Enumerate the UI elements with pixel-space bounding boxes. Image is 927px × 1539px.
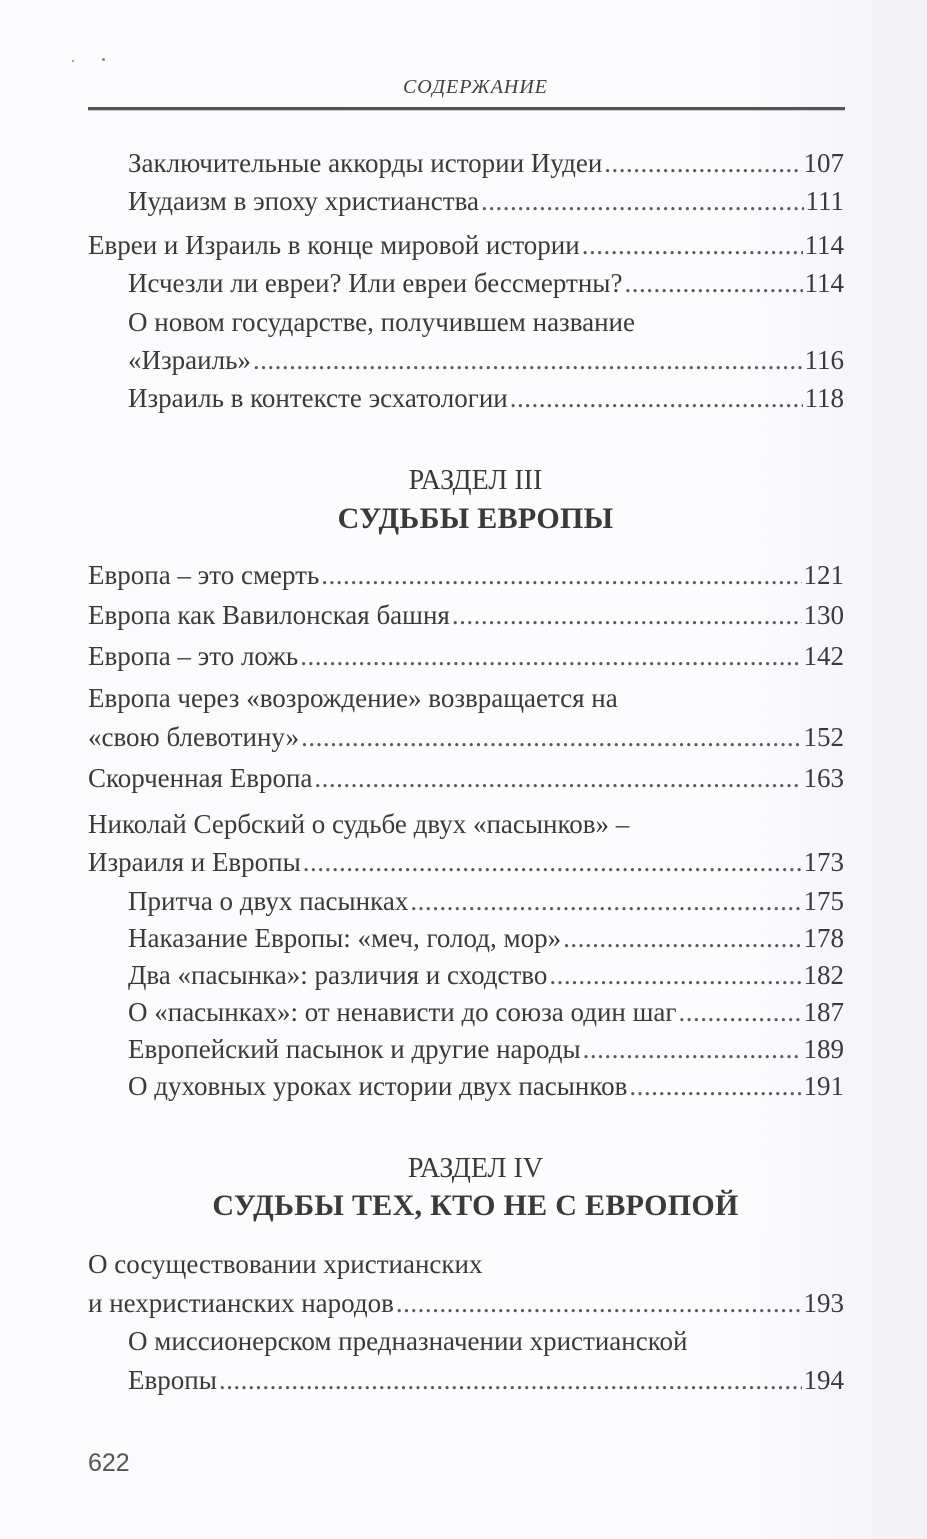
- toc-entry[interactable]: [88, 556, 844, 594]
- toc-entry[interactable]: [88, 843, 844, 881]
- leader-dots: [481, 182, 804, 220]
- toc-entry-page: 193: [803, 1288, 844, 1318]
- leader-dots: [629, 1067, 801, 1105]
- toc-entry[interactable]: [128, 882, 844, 920]
- toc-entry-title: «Израиль»: [128, 345, 251, 375]
- toc-entry[interactable]: [128, 919, 844, 957]
- leader-dots: [303, 843, 802, 881]
- leader-dots: [582, 226, 803, 264]
- speck: [72, 60, 74, 62]
- leader-dots: [452, 596, 802, 634]
- toc-entry[interactable]: [128, 1030, 844, 1068]
- toc-entry-page: 175: [803, 886, 844, 916]
- leader-dots: [678, 993, 801, 1031]
- leader-dots: [321, 556, 801, 594]
- toc-entry-title: Заключительные аккорды истории Иудеи: [128, 148, 603, 178]
- toc-entry-title: Два «пасынка»: различия и сходство: [128, 960, 548, 990]
- toc-entry-page: 121: [803, 560, 844, 590]
- toc-entry[interactable]: [128, 1361, 844, 1399]
- toc-entry-title: Притча о двух пасынках: [128, 886, 409, 916]
- toc-entry-title: Европы: [128, 1365, 217, 1395]
- toc-entry-title: Иудаизм в эпоху христианства: [128, 186, 479, 216]
- toc-entry-title: Европа как Вавилонская башня: [88, 600, 450, 630]
- leader-dots: [510, 379, 803, 417]
- toc-entry-title: Скорченная Европа: [88, 763, 313, 793]
- toc-entry-title: Европейский пасынок и другие народы: [128, 1034, 581, 1064]
- toc-entry[interactable]: [88, 637, 844, 675]
- toc-entry[interactable]: [128, 1067, 844, 1105]
- toc-entry-title: «свою блевотину»: [88, 722, 300, 752]
- toc-entry-title: Европа – это смерть: [88, 560, 320, 590]
- toc-entry-page: 107: [803, 148, 844, 178]
- leader-dots: [396, 1284, 802, 1322]
- toc-entry-title-line1: Николай Сербский о судьбе двух «пасынков» –: [88, 809, 630, 839]
- toc-entry-page: 189: [803, 1034, 844, 1064]
- page-number: 622: [88, 1449, 130, 1477]
- toc-entry[interactable]: [128, 182, 844, 220]
- toc-entry-page: 114: [804, 230, 844, 260]
- toc-entry[interactable]: [128, 264, 844, 302]
- toc-entry-page: 178: [803, 923, 844, 953]
- toc-entry-page: 118: [804, 383, 844, 413]
- toc-entry-title-line1: Европа через «возрождение» возвращается на: [88, 683, 618, 713]
- leader-dots: [219, 1361, 802, 1399]
- toc-entry-page: 114: [804, 268, 844, 298]
- toc-entry[interactable]: [128, 956, 844, 994]
- toc-entry-title-line1: О миссионерском предназначении христианской: [128, 1326, 688, 1356]
- toc-entry[interactable]: [128, 379, 844, 417]
- running-header: СОДЕРЖАНИЕ: [402, 76, 549, 98]
- leader-dots: [314, 759, 801, 797]
- toc-entry-title: Израиль в контексте эсхатологии: [128, 383, 508, 413]
- toc-entry-page: 142: [803, 641, 844, 671]
- toc-entry-title: О «пасынках»: от ненависти до союза один шаг: [128, 997, 677, 1027]
- section-label: РАЗДЕЛ III: [408, 465, 543, 496]
- toc-entry-title: Израиля и Европы: [88, 847, 301, 877]
- toc-entry[interactable]: [88, 1284, 844, 1322]
- section-title: СУДЬБЫ ЕВРОПЫ: [337, 502, 614, 535]
- leader-dots: [604, 144, 801, 182]
- toc-entry[interactable]: [88, 759, 844, 797]
- leader-dots: [624, 264, 802, 302]
- toc-entry-page: 163: [803, 763, 844, 793]
- toc-entry-page: 152: [803, 722, 844, 752]
- toc-entry[interactable]: [128, 144, 844, 182]
- toc-entry-title: и нехристианских народов: [88, 1288, 394, 1318]
- speck: [102, 58, 105, 61]
- toc-entry-title: Евреи и Израиль в конце мировой истории: [88, 230, 580, 260]
- toc-entry-page: 173: [803, 847, 844, 877]
- toc-entry[interactable]: [88, 226, 844, 264]
- leader-dots: [563, 919, 801, 957]
- toc-entry-page: 194: [803, 1365, 844, 1395]
- leader-dots: [301, 718, 801, 756]
- toc-entry-title: О духовных уроках истории двух пасынков: [128, 1071, 628, 1101]
- leader-dots: [410, 882, 801, 920]
- toc-entry-page: 111: [805, 186, 844, 216]
- toc-entry-page: 187: [803, 997, 844, 1027]
- header-rule: [88, 107, 845, 111]
- toc-entry-title-line1: О сосуществовании христианских: [88, 1249, 483, 1279]
- section-title: СУДЬБЫ ТЕХ, КТО НЕ С ЕВРОПОЙ: [212, 1189, 739, 1222]
- toc-entry-page: 116: [804, 345, 844, 375]
- toc-entry-page: 182: [803, 960, 844, 990]
- toc-entry[interactable]: [88, 718, 844, 756]
- leader-dots: [549, 956, 801, 994]
- section-label: РАЗДЕЛ IV: [407, 1153, 544, 1184]
- toc-entry-page: 191: [803, 1071, 844, 1101]
- toc-entry[interactable]: [88, 596, 844, 634]
- toc-entry-title: Исчезли ли евреи? Или евреи бессмертны?: [128, 268, 623, 298]
- leader-dots: [583, 1030, 802, 1068]
- leader-dots: [300, 637, 801, 675]
- toc-entry-title-line1: О новом государстве, получившем название: [128, 307, 635, 337]
- toc-entry-title: Европа – это ложь: [88, 641, 299, 671]
- toc-entry[interactable]: [128, 341, 844, 379]
- toc-entry-title: Наказание Европы: «меч, голод, мор»: [128, 923, 562, 953]
- toc-entry-page: 130: [803, 600, 844, 630]
- toc-entry[interactable]: [128, 993, 844, 1031]
- leader-dots: [253, 341, 803, 379]
